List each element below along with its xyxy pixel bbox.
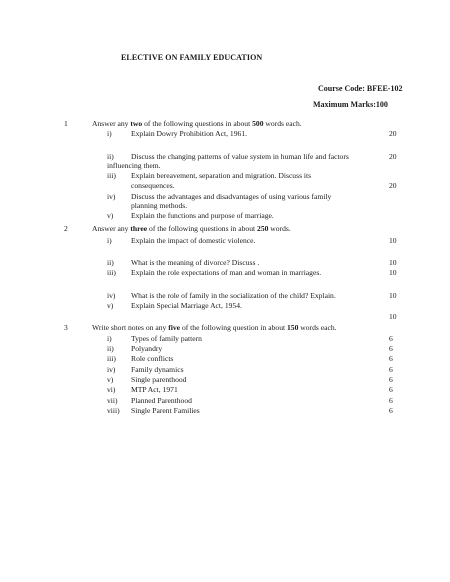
- question-number: 1: [64, 119, 68, 128]
- item-text: Explain the functions and purpose of marriage.: [131, 211, 274, 220]
- question-instruction: [92, 225, 291, 233]
- item-mark: 6: [389, 344, 393, 353]
- item-label: i): [107, 334, 112, 343]
- item-text: Explain Dowry Prohibition Act, 1961.: [131, 129, 248, 138]
- item-text-continued: consequences.: [131, 181, 175, 190]
- item-label: ii): [107, 344, 114, 353]
- item-mark: 20: [389, 152, 397, 161]
- instruction-word-count: 500: [252, 119, 264, 128]
- item-text: Single parenthood: [131, 375, 187, 384]
- instruction-text: of the following questions in about: [147, 224, 258, 233]
- item-text: Explain the role expectations of man and woman in marriages.: [131, 268, 322, 277]
- item-text: What is the role of family in the socialization of the child? Explain.: [131, 291, 336, 300]
- item-mark: 6: [389, 406, 393, 415]
- item-text: MTP Act, 1971: [131, 385, 178, 394]
- item-mark: 6: [389, 396, 393, 405]
- item-label: iv): [107, 291, 116, 300]
- question-number: 3: [64, 323, 68, 332]
- item-text: Explain Special Marriage Act, 1954.: [131, 301, 242, 310]
- item-label: iv): [107, 365, 116, 374]
- item-mark: 10: [389, 258, 397, 267]
- item-text: Explain bereavement, separation and migration. Discuss its: [131, 171, 312, 180]
- item-text: Discuss the advantages and disadvantages of using various family: [131, 192, 332, 201]
- item-label: vii): [107, 396, 118, 405]
- item-mark: 10: [389, 268, 397, 277]
- instruction-count: five: [168, 323, 181, 332]
- item-label: iii): [107, 268, 116, 277]
- item-text: Polyandry: [131, 344, 163, 353]
- question-instruction: [92, 120, 302, 128]
- item-label: v): [107, 301, 114, 310]
- instruction-count: two: [130, 119, 143, 128]
- instruction-text: of the following question in about: [180, 323, 287, 332]
- instruction-word-count: 150: [287, 323, 299, 332]
- item-label: iii): [107, 354, 116, 363]
- item-mark: 6: [389, 375, 393, 384]
- instruction-text: words.: [268, 224, 291, 233]
- item-mark: 10: [389, 291, 397, 300]
- course-code: Course Code: BFEE-102: [318, 84, 403, 93]
- item-text: Types of family pattern: [131, 334, 202, 343]
- item-text: What is the meaning of divorce? Discuss .: [131, 258, 260, 267]
- item-label: ii): [107, 258, 114, 267]
- item-mark: 10: [389, 312, 397, 321]
- item-mark: 6: [389, 385, 393, 394]
- item-text: Family dynamics: [131, 365, 184, 374]
- item-label: iv): [107, 192, 116, 201]
- item-label: iii): [107, 171, 116, 180]
- item-label: v): [107, 375, 114, 384]
- item-text: Single Parent Families: [131, 406, 200, 415]
- document-title: ELECTIVE ON FAMILY EDUCATION: [121, 53, 263, 62]
- item-label: v): [107, 211, 114, 220]
- instruction-text: Answer any: [92, 224, 131, 233]
- item-text: Planned Parenthood: [131, 396, 192, 405]
- item-mark: 10: [389, 236, 397, 245]
- instruction-text: Write short notes on any: [92, 323, 169, 332]
- maximum-marks: Maximum Marks:100: [313, 100, 388, 109]
- item-mark: 6: [389, 334, 393, 343]
- item-mark: 6: [389, 354, 393, 363]
- item-text: Role conflicts: [131, 354, 174, 363]
- instruction-count: three: [130, 224, 148, 233]
- item-text-continued: planning methods.: [131, 201, 188, 210]
- item-label: vi): [107, 385, 116, 394]
- item-text: Explain the impact of domestic violence.: [131, 236, 256, 245]
- item-text-continued: influencing them.: [107, 161, 161, 170]
- item-label: i): [107, 129, 112, 138]
- instruction-text: of the following questions in about: [142, 119, 253, 128]
- item-mark: 20: [389, 129, 397, 138]
- item-label: viii): [107, 406, 120, 415]
- item-mark: 20: [389, 181, 397, 190]
- instruction-text: words each.: [298, 323, 337, 332]
- question-instruction: [92, 324, 337, 332]
- question-number: 2: [64, 224, 68, 233]
- item-text: Discuss the changing patterns of value system in human life and factors: [131, 152, 349, 161]
- item-label: ii): [107, 152, 114, 161]
- item-mark: 6: [389, 365, 393, 374]
- instruction-text: words each.: [263, 119, 302, 128]
- instruction-word-count: 250: [257, 224, 269, 233]
- instruction-text: Answer any: [92, 119, 131, 128]
- item-label: i): [107, 236, 112, 245]
